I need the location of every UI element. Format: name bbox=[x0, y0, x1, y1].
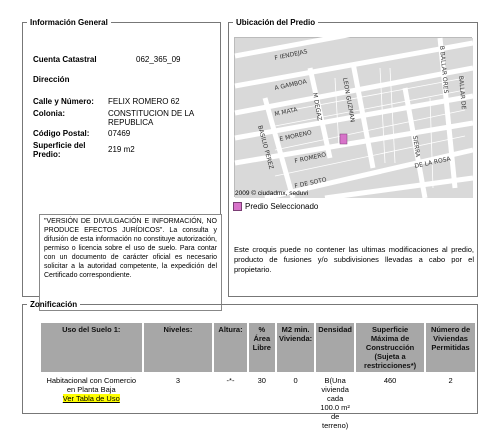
ubicacion-legend: Ubicación del Predio bbox=[236, 18, 316, 27]
cell-viviendas: 2 bbox=[448, 376, 453, 385]
direccion-value bbox=[108, 75, 218, 97]
info-row-cp bbox=[33, 129, 218, 141]
cuenta-value: 062_365_09 bbox=[136, 55, 181, 64]
street-label: M DEGAZ bbox=[311, 92, 323, 122]
uso-text: Habitacional con Comercio en Planta Baja bbox=[46, 376, 137, 394]
header-numero-viviendas: Número de Viviendas Permitidas bbox=[426, 323, 475, 372]
cp-value: 07469 bbox=[108, 129, 131, 138]
street-label: F ROMERO bbox=[293, 151, 327, 165]
street-label: F DE SOTO bbox=[293, 176, 328, 190]
predio-highlight bbox=[340, 134, 347, 144]
street-label: DE LA ROSA bbox=[413, 155, 452, 170]
header-uso: Uso del Suelo 1: bbox=[41, 323, 142, 372]
predio-swatch bbox=[233, 202, 242, 211]
calle-label: Calle y Número: bbox=[33, 97, 94, 106]
superficie-value: 219 m2 bbox=[108, 145, 135, 154]
header-niveles: Niveles: bbox=[144, 323, 213, 372]
informacion-general-panel bbox=[22, 18, 221, 297]
street-label: BASILIO PEREZ bbox=[256, 124, 275, 171]
superficie-label: Superficie del Predio: bbox=[33, 141, 86, 159]
map-copyright: 2009 © ciudadmx, seduvi bbox=[235, 190, 309, 197]
info-row-colonia bbox=[33, 109, 218, 129]
disclaimer-box: "VERSIÓN DE DIVULGACIÓN E INFORMACIÓN, NO PRODUCE EFECTOS JURÍDICOS". La consulta y difusión de esta información no constituye autorización, permiso o licencia sobre el uso de suelo. Para contar con un documento de carácter oficial es necesario solicitar a la autoridad competente, la expedición del Certificado correspondiente. bbox=[39, 214, 222, 311]
info-row-cuenta bbox=[33, 55, 218, 75]
zonificacion-table bbox=[39, 321, 477, 434]
street-label: SIERRA bbox=[411, 135, 421, 158]
header-area-libre: % Área Libre bbox=[249, 323, 275, 372]
map-legend-label: Predio Seleccionado bbox=[245, 202, 319, 211]
ver-tabla-uso-link[interactable]: Ver Tabla de Uso bbox=[62, 394, 120, 403]
zonificacion-legend: Zonificación bbox=[30, 300, 78, 309]
cell-densidad: B(Una vivienda cada 100.0 m² de terreno) bbox=[320, 376, 350, 430]
info-row-superficie bbox=[33, 141, 218, 161]
info-row-direccion bbox=[33, 75, 218, 97]
street-label: B BALLAR ORES bbox=[438, 45, 450, 94]
cell-niveles: 3 bbox=[175, 376, 181, 385]
croquis-note: Este croquis puede no contener las ultimas modificaciones al predio, producto de fusiones y/o subdivisiones llevadas a cabo por el propietario. bbox=[234, 245, 474, 274]
map-svg bbox=[235, 38, 473, 198]
cell-uso bbox=[41, 374, 142, 432]
map-croquis[interactable] bbox=[234, 37, 472, 197]
street-label: M MATA bbox=[273, 106, 299, 118]
zonificacion-data-row bbox=[41, 374, 475, 432]
street-label: A GAMBOA bbox=[273, 78, 308, 92]
colonia-label: Colonia: bbox=[33, 109, 65, 118]
header-superficie-maxima: Superficie Máxima de Construcción (Sujeta a restricciones*) bbox=[356, 323, 424, 372]
zonificacion-panel bbox=[22, 300, 478, 430]
direccion-label: Dirección bbox=[33, 75, 70, 84]
cell-area-libre: 30 bbox=[257, 376, 266, 385]
info-row-calle bbox=[33, 97, 218, 109]
zonificacion-header-row bbox=[41, 323, 475, 372]
street-label: F IENDEJAS bbox=[273, 48, 309, 62]
cell-m2-min: 0 bbox=[293, 376, 298, 385]
header-altura: Altura: bbox=[214, 323, 246, 372]
colonia-value: CONSTITUCION DE LA REPUBLICA bbox=[108, 109, 194, 127]
map-legend bbox=[233, 202, 318, 211]
info-table bbox=[33, 55, 218, 161]
header-m2-min: M2 min. Vivienda: bbox=[277, 323, 314, 372]
cp-label: Código Postal: bbox=[33, 129, 90, 138]
informacion-general-legend: Información General bbox=[30, 18, 108, 27]
street-label: E MORENO bbox=[278, 129, 313, 143]
header-densidad: Densidad bbox=[316, 323, 354, 372]
cuenta-label: Cuenta Catastral bbox=[33, 55, 97, 64]
street-label: LEON GUZMAN bbox=[341, 77, 356, 123]
street-label: BALLAR DE bbox=[457, 75, 467, 110]
calle-value: FELIX ROMERO 62 bbox=[108, 97, 180, 106]
cell-superficie: 460 bbox=[383, 376, 397, 385]
ubicacion-panel bbox=[228, 18, 478, 297]
cell-altura: -*- bbox=[226, 376, 235, 385]
